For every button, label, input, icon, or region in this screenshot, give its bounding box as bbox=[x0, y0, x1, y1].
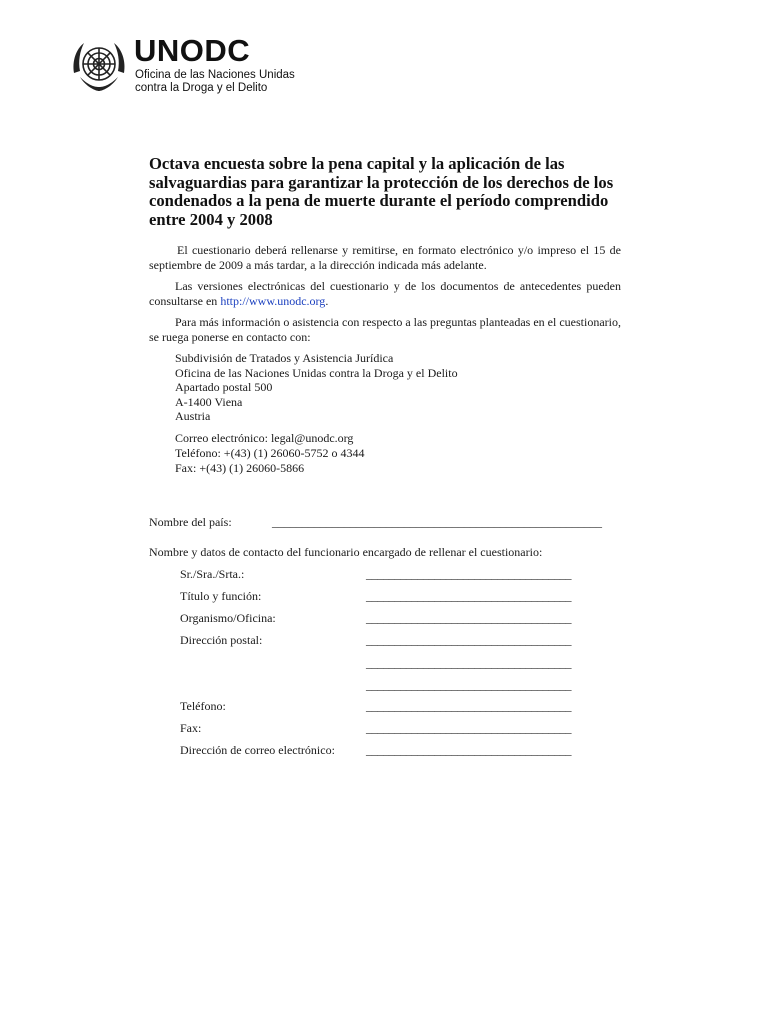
title-function-field-line[interactable]: ____________________________________ bbox=[366, 589, 572, 603]
phone-label: Teléfono: bbox=[180, 699, 226, 713]
fax-field-line[interactable]: ____________________________________ bbox=[366, 721, 572, 735]
contact-fax: Fax: +(43) (1) 26060-5866 bbox=[175, 460, 305, 475]
address-line: A-1400 Viena bbox=[175, 394, 243, 409]
salutation-label: Sr./Sra./Srta.: bbox=[180, 567, 245, 581]
postal-address bbox=[175, 351, 621, 424]
country-row bbox=[149, 515, 602, 530]
brand-name: UNODC bbox=[134, 33, 251, 68]
official-label: Nombre y datos de contacto del funcionario encargado de rellenar el cuestionario: bbox=[149, 545, 543, 559]
period: . bbox=[325, 294, 329, 308]
email-field-line[interactable]: ____________________________________ bbox=[366, 743, 572, 757]
postal-address-field-line[interactable]: ____________________________________ bbox=[366, 656, 572, 670]
document-body bbox=[149, 155, 621, 476]
address-line: Subdivisión de Tratados y Asistencia Jurídica bbox=[175, 351, 394, 365]
electronic-versions-paragraph bbox=[149, 279, 621, 309]
address-line: Apartado postal 500 bbox=[175, 380, 273, 395]
address-line: Oficina de las Naciones Unidas contra la Droga y el Delito bbox=[175, 365, 458, 380]
brand-subtitle-2: contra la Droga y el Delito bbox=[135, 82, 268, 94]
brand-subtitle-1: Oficina de las Naciones Unidas bbox=[135, 69, 295, 81]
postal-address-field-line[interactable]: ____________________________________ bbox=[366, 633, 572, 647]
contact-details bbox=[175, 431, 621, 476]
contact-paragraph: Para más información o asistencia con respecto a las preguntas planteadas en el cuestionario, se ruega ponerse en contacto con: bbox=[149, 315, 621, 344]
address-line: Austria bbox=[175, 409, 211, 424]
salutation-field-line[interactable]: ____________________________________ bbox=[366, 567, 572, 581]
unodc-logo bbox=[70, 33, 330, 97]
contact-email: Correo electrónico: legal@unodc.org bbox=[175, 430, 354, 445]
document-title: Octava encuesta sobre la pena capital y la aplicación de las salvaguardias para garantizar la protección de los derechos de los condenados a la pena de muerte durante el período comprendido entre 2004 y 2008 bbox=[149, 154, 614, 229]
contact-phone: Teléfono: +(43) (1) 26060-5752 o 4344 bbox=[175, 445, 365, 460]
organization-label: Organismo/Oficina: bbox=[180, 611, 276, 625]
country-label: Nombre del país: bbox=[149, 515, 232, 529]
country-field-line[interactable]: _______________________________________________________ bbox=[272, 515, 602, 529]
fax-label: Fax: bbox=[180, 721, 202, 735]
title-function-label: Título y función: bbox=[180, 589, 262, 603]
phone-field-line[interactable]: ____________________________________ bbox=[366, 699, 572, 713]
postal-address-label: Dirección postal: bbox=[180, 633, 263, 647]
unodc-link[interactable]: http://www.unodc.org bbox=[220, 294, 326, 308]
electronic-versions-text: Las versiones electrónicas del cuestionario y de los documentos de antecedentes pueden consultarse en bbox=[149, 279, 621, 308]
email-label: Dirección de correo electrónico: bbox=[180, 743, 335, 757]
organization-field-line[interactable]: ____________________________________ bbox=[366, 611, 572, 625]
postal-address-field-line[interactable]: ____________________________________ bbox=[366, 678, 572, 692]
instructions-paragraph: El cuestionario deberá rellenarse y remitirse, en formato electrónico y/o impreso el 15 de septiembre de 2009 a más tardar, a la dirección indicada más adelante. bbox=[149, 243, 621, 272]
un-emblem-icon bbox=[70, 37, 128, 95]
